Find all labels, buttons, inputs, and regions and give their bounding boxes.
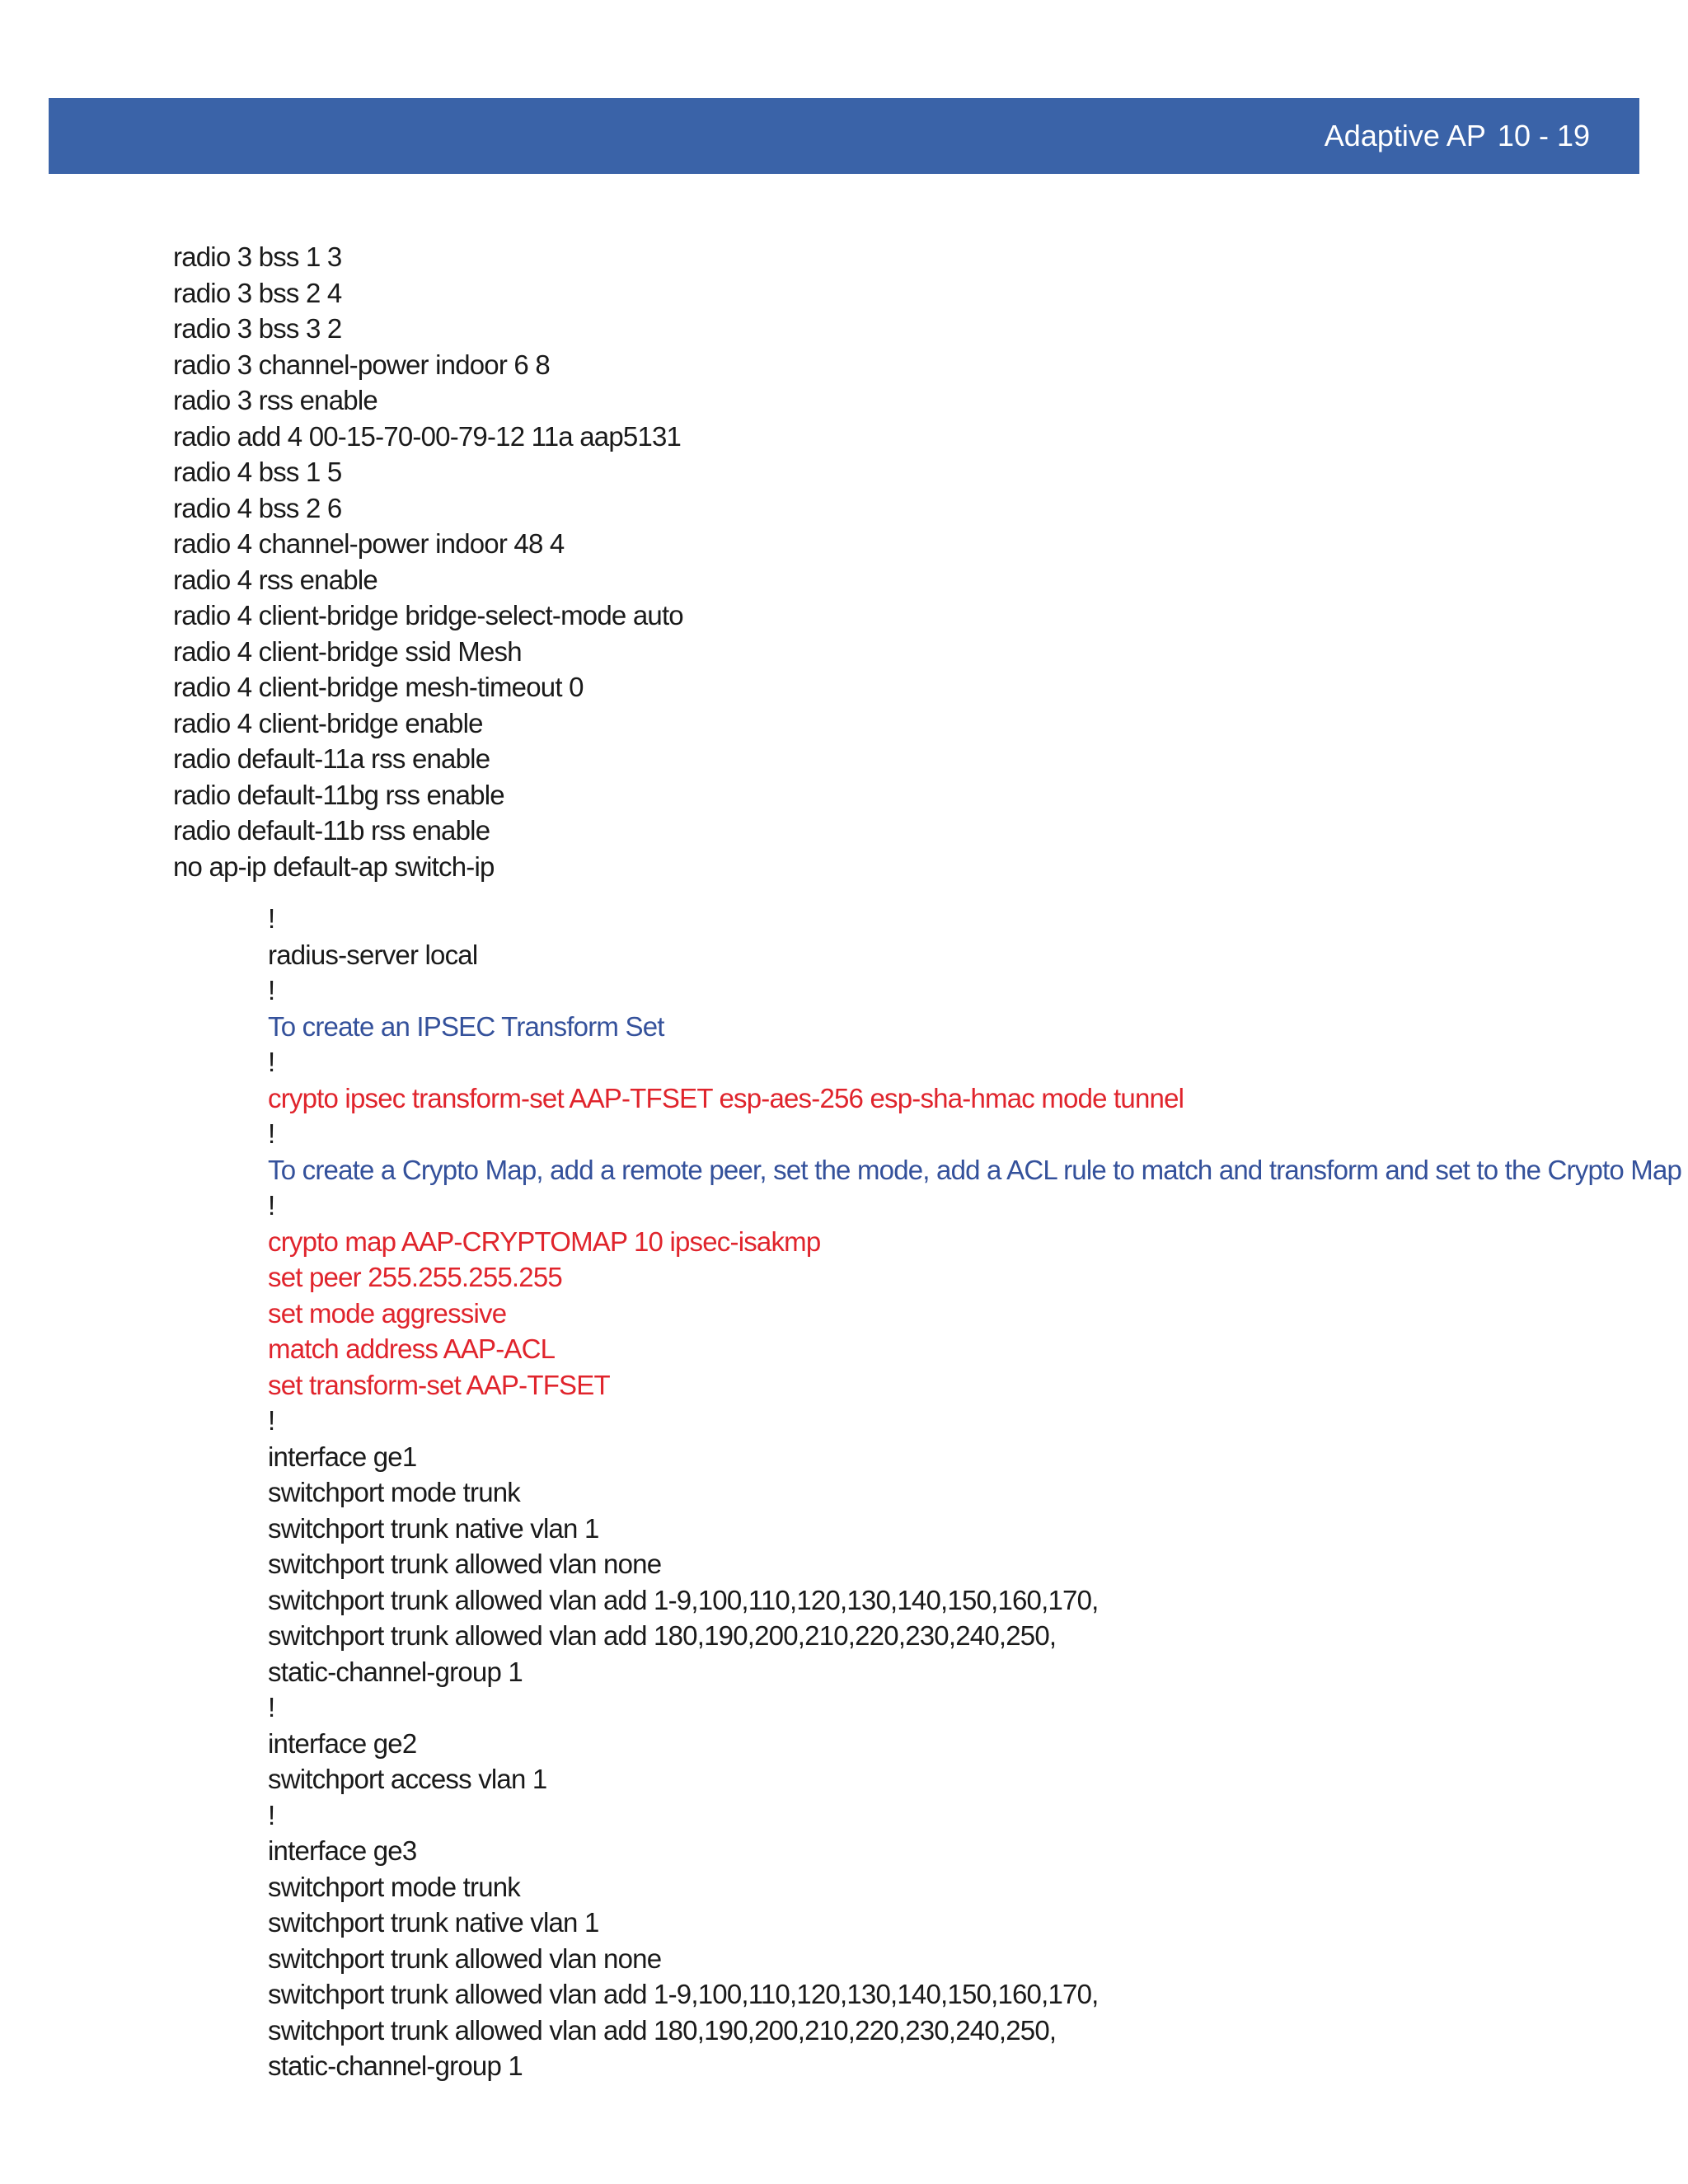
config-line: radio 3 rss enable xyxy=(173,385,377,415)
config-line: switchport trunk allowed vlan add 1-9,100,110,120,130,140,150,160,170, xyxy=(268,1584,1099,1615)
config-line: switchport trunk native vlan 1 xyxy=(268,1907,599,1938)
crypto-command-line: match address AAP-ACL xyxy=(268,1333,556,1364)
separator-line: ! xyxy=(268,1799,275,1830)
config-line: interface ge2 xyxy=(268,1727,417,1759)
config-line: radius-server local xyxy=(268,939,478,970)
config-line: radio 4 client-bridge ssid Mesh xyxy=(173,635,522,667)
config-line: radio 4 client-bridge mesh-timeout 0 xyxy=(173,672,584,702)
config-line: switchport trunk allowed vlan add 180,190,200,210,220,230,240,250, xyxy=(268,1620,1057,1651)
separator-line: ! xyxy=(268,1190,275,1221)
config-line: switchport access vlan 1 xyxy=(268,1764,547,1794)
config-line: static-channel-group 1 xyxy=(268,1656,523,1687)
config-line: no ap-ip default-ap switch-ip xyxy=(173,851,495,882)
config-listing-interfaces xyxy=(268,901,1681,2084)
crypto-command-line: crypto map AAP-CRYPTOMAP 10 ipsec-isakmp xyxy=(268,1226,821,1257)
config-line: radio 3 bss 1 3 xyxy=(173,241,342,272)
crypto-command-line: set peer 255.255.255.255 xyxy=(268,1262,562,1292)
config-line: radio 4 client-bridge enable xyxy=(173,707,483,738)
config-line: radio 3 channel-power indoor 6 8 xyxy=(173,349,550,380)
config-line: switchport trunk allowed vlan add 180,190,200,210,220,230,240,250, xyxy=(268,2014,1057,2046)
crypto-command-line: crypto ipsec transform-set AAP-TFSET esp-aes-256 esp-sha-hmac mode tunnel xyxy=(268,1082,1184,1113)
section-title: Adaptive AP xyxy=(1324,119,1486,152)
config-line: radio 4 client-bridge bridge-select-mode auto xyxy=(173,600,683,630)
config-line: interface ge1 xyxy=(268,1441,417,1472)
crypto-command-line: set mode aggressive xyxy=(268,1297,507,1329)
page-header-bar xyxy=(49,98,1639,174)
config-line: switchport trunk allowed vlan none xyxy=(268,1943,662,1974)
separator-line: ! xyxy=(268,903,275,934)
comment-line: To create an IPSEC Transform Set xyxy=(268,1010,664,1042)
config-line: radio 4 bss 2 6 xyxy=(173,492,342,523)
separator-line: ! xyxy=(268,975,275,1005)
config-line: radio 4 channel-power indoor 48 4 xyxy=(173,528,565,559)
page-number: 10 - 19 xyxy=(1497,119,1590,152)
config-line: radio add 4 00-15-70-00-79-12 11a aap5131 xyxy=(173,420,682,452)
separator-line: ! xyxy=(268,1692,275,1722)
config-line: radio 3 bss 3 2 xyxy=(173,313,342,344)
config-line: radio default-11a rss enable xyxy=(173,743,490,774)
config-line: radio 4 rss enable xyxy=(173,564,377,595)
config-line: radio default-11bg rss enable xyxy=(173,779,504,810)
config-line: switchport trunk allowed vlan add 1-9,100,110,120,130,140,150,160,170, xyxy=(268,1979,1099,2009)
config-line: switchport trunk allowed vlan none xyxy=(268,1549,662,1579)
config-line: static-channel-group 1 xyxy=(268,2050,523,2081)
separator-line: ! xyxy=(268,1118,275,1149)
comment-line: To create a Crypto Map, add a remote peer, set the mode, add a ACL rule to match and transform and set to the Crypto Map xyxy=(268,1154,1682,1185)
config-line: interface ge3 xyxy=(268,1835,417,1866)
config-line: radio 4 bss 1 5 xyxy=(173,457,342,487)
crypto-command-line: set transform-set AAP-TFSET xyxy=(268,1369,610,1400)
separator-line: ! xyxy=(268,1047,275,1077)
running-header xyxy=(1325,98,1590,174)
config-line: switchport trunk native vlan 1 xyxy=(268,1512,599,1544)
config-line: radio default-11b rss enable xyxy=(173,815,490,846)
config-line: switchport mode trunk xyxy=(268,1477,520,1507)
config-line: switchport mode trunk xyxy=(268,1871,520,1902)
config-listing-radio xyxy=(173,239,683,884)
config-line: radio 3 bss 2 4 xyxy=(173,277,342,308)
separator-line: ! xyxy=(268,1405,275,1436)
